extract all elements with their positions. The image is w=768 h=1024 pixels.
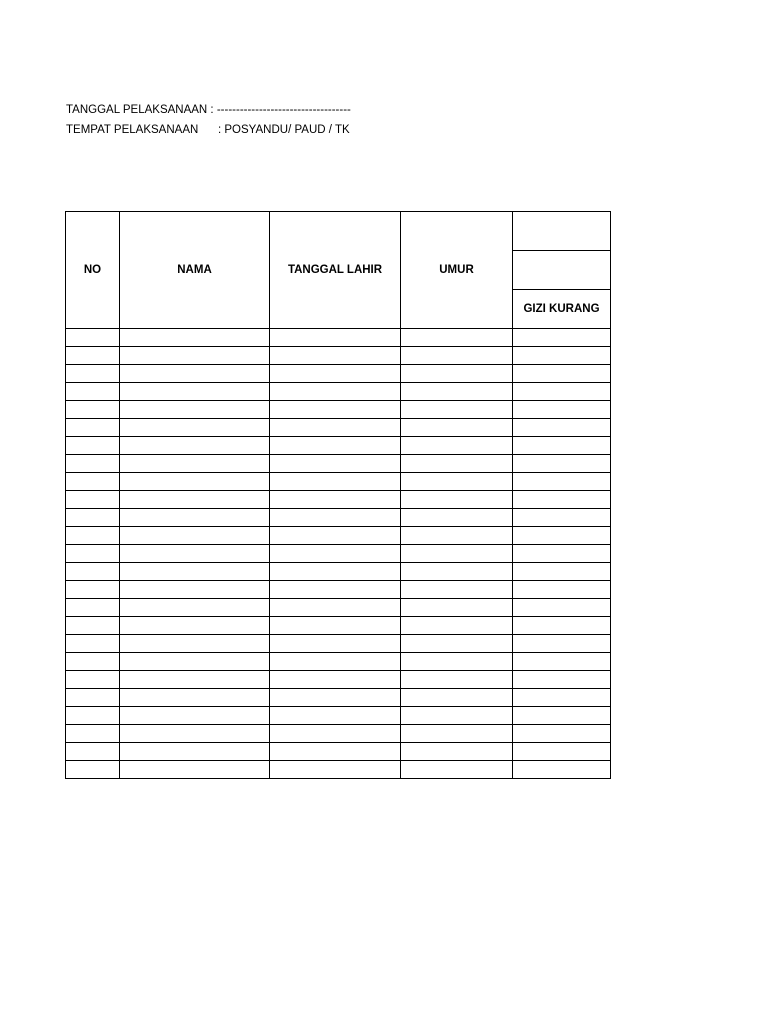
cell-tanggal-lahir xyxy=(270,329,401,347)
cell-gizi-kurang xyxy=(513,761,611,779)
cell-no xyxy=(66,563,120,581)
cell-gizi-kurang xyxy=(513,617,611,635)
header-umur: UMUR xyxy=(401,212,513,329)
cell-nama xyxy=(120,527,270,545)
cell-nama xyxy=(120,383,270,401)
cell-no xyxy=(66,617,120,635)
cell-no xyxy=(66,455,120,473)
table-row xyxy=(66,599,611,617)
cell-nama xyxy=(120,347,270,365)
cell-no xyxy=(66,707,120,725)
cell-umur xyxy=(401,473,513,491)
cell-umur xyxy=(401,329,513,347)
cell-nama xyxy=(120,491,270,509)
cell-tanggal-lahir xyxy=(270,671,401,689)
cell-nama xyxy=(120,329,270,347)
table-row xyxy=(66,545,611,563)
cell-umur xyxy=(401,437,513,455)
cell-gizi-kurang xyxy=(513,599,611,617)
cell-tanggal-lahir xyxy=(270,401,401,419)
cell-umur xyxy=(401,689,513,707)
cell-no xyxy=(66,473,120,491)
cell-gizi-kurang xyxy=(513,383,611,401)
header-nama: NAMA xyxy=(120,212,270,329)
table-row xyxy=(66,509,611,527)
cell-gizi-kurang xyxy=(513,491,611,509)
cell-no xyxy=(66,347,120,365)
cell-tanggal-lahir xyxy=(270,743,401,761)
cell-gizi-kurang xyxy=(513,509,611,527)
cell-gizi-kurang xyxy=(513,347,611,365)
cell-umur xyxy=(401,563,513,581)
cell-gizi-kurang xyxy=(513,671,611,689)
tempat-pelaksanaan-label: TEMPAT PELAKSANAAN xyxy=(66,124,199,136)
table-row xyxy=(66,725,611,743)
cell-nama xyxy=(120,419,270,437)
cell-nama xyxy=(120,599,270,617)
cell-umur xyxy=(401,419,513,437)
cell-tanggal-lahir xyxy=(270,473,401,491)
table-row xyxy=(66,527,611,545)
cell-nama xyxy=(120,743,270,761)
cell-tanggal-lahir xyxy=(270,347,401,365)
cell-no xyxy=(66,743,120,761)
cell-tanggal-lahir xyxy=(270,725,401,743)
header-tanggal-lahir: TANGGAL LAHIR xyxy=(270,212,401,329)
table-row xyxy=(66,383,611,401)
cell-umur xyxy=(401,761,513,779)
cell-umur xyxy=(401,491,513,509)
cell-nama xyxy=(120,563,270,581)
cell-tanggal-lahir xyxy=(270,617,401,635)
cell-gizi-kurang xyxy=(513,545,611,563)
header-group-middle xyxy=(513,251,611,290)
tanggal-pelaksanaan-value: ----------------------------------- xyxy=(216,104,351,116)
cell-umur xyxy=(401,635,513,653)
cell-umur xyxy=(401,707,513,725)
cell-nama xyxy=(120,617,270,635)
cell-no xyxy=(66,509,120,527)
cell-gizi-kurang xyxy=(513,419,611,437)
cell-tanggal-lahir xyxy=(270,383,401,401)
cell-tanggal-lahir xyxy=(270,365,401,383)
cell-gizi-kurang xyxy=(513,329,611,347)
table-row xyxy=(66,419,611,437)
cell-tanggal-lahir xyxy=(270,563,401,581)
table-body xyxy=(66,329,611,779)
cell-gizi-kurang xyxy=(513,527,611,545)
cell-tanggal-lahir xyxy=(270,509,401,527)
cell-no xyxy=(66,419,120,437)
cell-tanggal-lahir xyxy=(270,707,401,725)
cell-no xyxy=(66,671,120,689)
tempat-pelaksanaan-value: : POSYANDU/ PAUD / TK xyxy=(218,124,350,136)
cell-nama xyxy=(120,455,270,473)
cell-umur xyxy=(401,599,513,617)
cell-nama xyxy=(120,365,270,383)
cell-no xyxy=(66,437,120,455)
cell-nama xyxy=(120,761,270,779)
cell-no xyxy=(66,401,120,419)
cell-no xyxy=(66,689,120,707)
cell-nama xyxy=(120,401,270,419)
cell-umur xyxy=(401,617,513,635)
table-row xyxy=(66,347,611,365)
cell-no xyxy=(66,599,120,617)
cell-umur xyxy=(401,653,513,671)
cell-umur xyxy=(401,743,513,761)
cell-tanggal-lahir xyxy=(270,437,401,455)
cell-tanggal-lahir xyxy=(270,599,401,617)
cell-gizi-kurang xyxy=(513,653,611,671)
cell-umur xyxy=(401,671,513,689)
table-row xyxy=(66,671,611,689)
cell-gizi-kurang xyxy=(513,581,611,599)
table-row xyxy=(66,761,611,779)
cell-gizi-kurang xyxy=(513,401,611,419)
table-row xyxy=(66,365,611,383)
cell-umur xyxy=(401,365,513,383)
cell-umur xyxy=(401,545,513,563)
cell-no xyxy=(66,581,120,599)
table-row xyxy=(66,617,611,635)
cell-tanggal-lahir xyxy=(270,635,401,653)
table-row xyxy=(66,401,611,419)
cell-no xyxy=(66,725,120,743)
cell-tanggal-lahir xyxy=(270,653,401,671)
cell-umur xyxy=(401,383,513,401)
cell-tanggal-lahir xyxy=(270,455,401,473)
cell-tanggal-lahir xyxy=(270,527,401,545)
cell-tanggal-lahir xyxy=(270,581,401,599)
cell-tanggal-lahir xyxy=(270,419,401,437)
cell-tanggal-lahir xyxy=(270,689,401,707)
cell-umur xyxy=(401,401,513,419)
cell-nama xyxy=(120,707,270,725)
cell-gizi-kurang xyxy=(513,455,611,473)
cell-tanggal-lahir xyxy=(270,761,401,779)
cell-nama xyxy=(120,473,270,491)
table-row xyxy=(66,581,611,599)
header-gizi-kurang: GIZI KURANG xyxy=(513,290,611,329)
cell-nama xyxy=(120,437,270,455)
table-row xyxy=(66,437,611,455)
cell-no xyxy=(66,527,120,545)
cell-gizi-kurang xyxy=(513,689,611,707)
cell-gizi-kurang xyxy=(513,437,611,455)
tanggal-pelaksanaan-label: TANGGAL PELAKSANAAN : xyxy=(66,104,214,116)
cell-gizi-kurang xyxy=(513,725,611,743)
cell-no xyxy=(66,365,120,383)
table-row xyxy=(66,473,611,491)
cell-nama xyxy=(120,545,270,563)
table-row xyxy=(66,743,611,761)
header-group-top xyxy=(513,212,611,251)
table-row xyxy=(66,455,611,473)
cell-umur xyxy=(401,509,513,527)
cell-gizi-kurang xyxy=(513,563,611,581)
cell-no xyxy=(66,491,120,509)
table-row xyxy=(66,329,611,347)
table-row xyxy=(66,563,611,581)
cell-gizi-kurang xyxy=(513,635,611,653)
cell-nama xyxy=(120,581,270,599)
cell-nama xyxy=(120,653,270,671)
cell-gizi-kurang xyxy=(513,365,611,383)
table-row xyxy=(66,635,611,653)
cell-no xyxy=(66,383,120,401)
cell-nama xyxy=(120,671,270,689)
cell-nama xyxy=(120,635,270,653)
cell-umur xyxy=(401,581,513,599)
cell-umur xyxy=(401,725,513,743)
cell-gizi-kurang xyxy=(513,707,611,725)
cell-umur xyxy=(401,347,513,365)
cell-no xyxy=(66,635,120,653)
cell-no xyxy=(66,653,120,671)
cell-nama xyxy=(120,725,270,743)
cell-gizi-kurang xyxy=(513,473,611,491)
table-row xyxy=(66,707,611,725)
cell-gizi-kurang xyxy=(513,743,611,761)
data-table xyxy=(65,211,611,779)
table-row xyxy=(66,653,611,671)
cell-no xyxy=(66,761,120,779)
cell-nama xyxy=(120,689,270,707)
table-row xyxy=(66,491,611,509)
cell-tanggal-lahir xyxy=(270,491,401,509)
table-row xyxy=(66,689,611,707)
cell-no xyxy=(66,545,120,563)
header-no: NO xyxy=(66,212,120,329)
cell-umur xyxy=(401,455,513,473)
cell-nama xyxy=(120,509,270,527)
cell-tanggal-lahir xyxy=(270,545,401,563)
cell-no xyxy=(66,329,120,347)
cell-umur xyxy=(401,527,513,545)
